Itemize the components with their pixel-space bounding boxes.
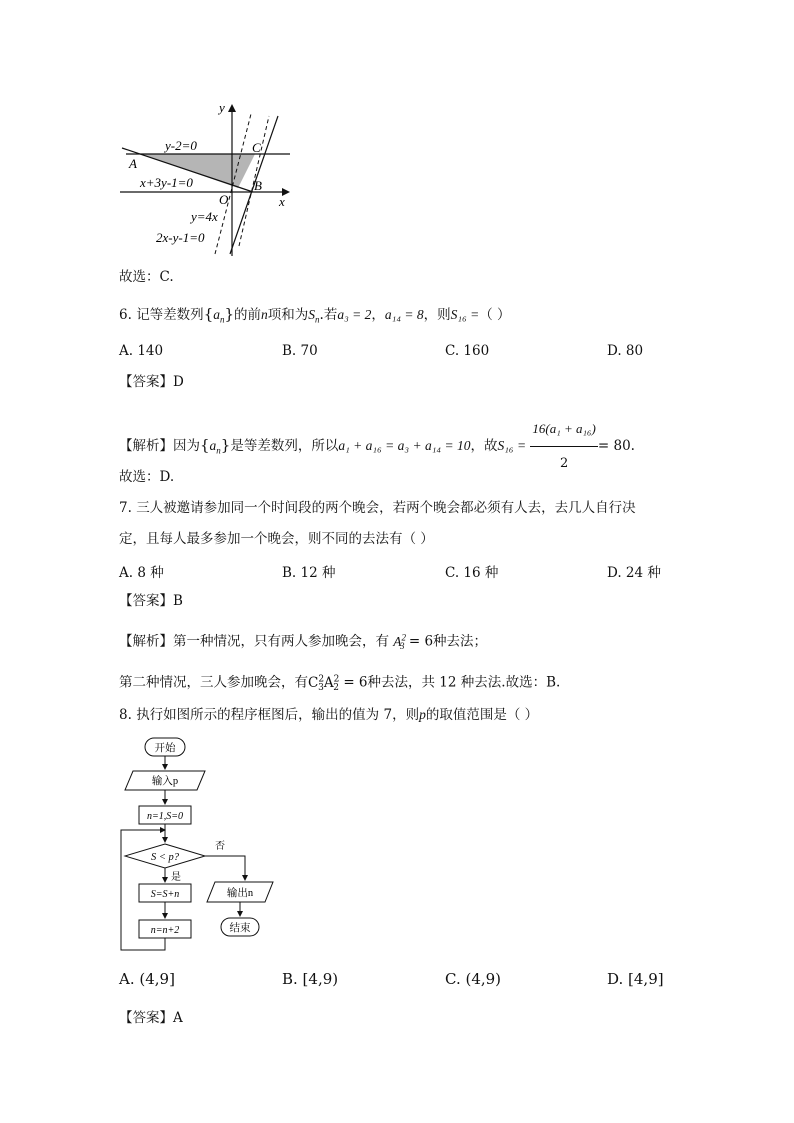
q6-analysis [119,412,635,481]
line-label-y2: y-2=0 [165,138,197,153]
q6-var-n: n [261,307,268,322]
q6-answer-value: D [173,374,184,390]
dashed-line-y4x [215,114,251,254]
fraction-denominator: 2 [559,456,569,471]
region-graph [118,96,298,261]
q7-analysis1-b: = 6种去法； [408,633,488,650]
flow-update-n-text: n=n+2 [150,925,180,936]
arrangement-a32: $A^2_3$ [393,632,407,652]
q8-var-p: p [419,707,426,722]
q7-line1 [119,499,636,517]
flow-input-text: 输入p [151,776,179,787]
q7-answer [119,592,183,610]
q7-analysis-1 [119,628,487,655]
flowchart [115,732,285,957]
origin-label: O [219,192,229,207]
q7-option-a: A. 8 种 [119,565,164,581]
q7-analysis2-b: = 6种去法，共 12 种去法.故选：B. [343,674,561,691]
q8-answer [119,1009,183,1027]
seq-brace-open: { [203,305,214,323]
q6-stem [119,305,511,329]
flow-yes-label: 是 [171,872,181,883]
q6-analysis-b: 是等差数列，所以 [230,438,339,454]
analysis-seq-a-n: $a_n$ [209,438,221,456]
x-axis-label: x [279,194,285,209]
q8-answer-label: 【答案】 [119,1010,173,1026]
flow-init-text: n=1,S=0 [147,811,183,822]
q7-analysis-2 [119,670,560,697]
q6-analysis-label: 【解析】 [119,438,173,454]
flow-output-text: 输出n [226,888,254,899]
fraction-numerator: 16(a₁ + a₁₆) [530,412,598,447]
q8-text-a: 执行如图所示的程序框图后，输出的值为 7，则 [136,707,420,723]
arrangement-a22: $A^2_2$ [323,674,340,694]
q7-line2: 定，且每人最多参加一个晚会，则不同的去法有（ ） [119,531,434,547]
line-label-y4x: y=4x [191,209,218,224]
flow-update-s-text: S=S+n [150,889,180,900]
q6-text-g: （ ） [479,307,511,323]
q7-analysis2-a: 第二种情况，三人参加晚会，有 [119,674,308,691]
q8-text-b: 的取值范围是（ ） [425,707,539,723]
q8-number: 8. [119,707,132,723]
q6-option-a: A. 140 [119,343,164,359]
analysis-brace-close: } [220,436,231,454]
y-axis-arrow [228,104,236,112]
q7-analysis-label: 【解析】 [119,633,173,650]
q6-analysis-a: 因为 [173,438,200,454]
q6-answer [119,373,184,391]
q6-analysis-eq: a₁ + a₁₆ = a₃ + a₁₄ = 10 [338,438,471,453]
flow-start-text: 开始 [154,743,176,754]
point-c-label: C [252,140,261,155]
y-axis-label: y [219,100,225,115]
q8-answer-value: A [173,1010,183,1026]
analysis-brace-open: { [200,436,210,454]
flow-decision-text: S < p? [150,852,180,863]
line-label-2xy1: 2x-y-1=0 [156,230,205,245]
q6-text-a: 记等差数列 [136,307,204,323]
q6-fraction [530,412,598,481]
q6-option-c: C. 160 [445,343,490,359]
point-a-label: A [129,156,137,171]
q5-conclusion: 故选：C. [119,269,174,285]
q6-cond2: a₁₄ = 8 [384,307,424,322]
q6-answer-label: 【答案】 [119,374,173,390]
q6-target: S₁₆ = [450,307,480,322]
q8-option-c: C. (4,9) [445,970,502,988]
q8-option-b: B. [4,9) [282,970,339,988]
q7-option-d: D. 24 种 [607,565,661,581]
q6-sum-sn: $S_n$ [308,307,320,325]
q6-text-f: ，则 [423,307,451,323]
q7-number: 7. [119,500,132,516]
q6-conclusion: 故选：D. [119,469,175,485]
flow-no-label: 否 [215,841,225,852]
seq-brace-close: } [224,305,235,323]
flow-end-text: 结束 [229,923,251,934]
q6-text-b: 的前 [234,307,262,323]
point-b-label: B [254,178,262,193]
q7-option-c: C. 16 种 [445,565,499,581]
q8-option-a: A. (4,9] [119,970,175,988]
q6-cond1: a₃ = 2 [337,307,372,322]
q7-option-b: B. 12 种 [282,565,336,581]
q6-text-e: ， [371,307,385,323]
line-label-x3y1: x+3y-1=0 [140,175,193,190]
q7-answer-value: B [173,593,183,609]
q6-text-d: .若 [319,307,338,323]
combination-c32: $C^2_3$ [308,674,325,694]
q8-stem [119,706,538,724]
flow-no-line [205,856,245,880]
q6-analysis-s16: S₁₆ = [497,438,527,453]
q6-option-b: B. 70 [282,343,318,359]
q7-analysis1-a: 第一种情况，只有两人参加晚会，有 [173,633,389,650]
q6-text-c: 项和为 [267,307,309,323]
q7-line1-text: 三人被邀请参加同一个时间段的两个晚会，若两个晚会都必须有人去，去几人自行决 [136,500,636,516]
q6-analysis-result: = 80. [597,438,635,454]
q8-option-d: D. [4,9] [607,970,664,988]
q6-analysis-c: ，故 [470,438,498,454]
q6-option-d: D. 80 [607,343,644,359]
q6-number: 6. [119,307,132,323]
seq-a-n: $a_n$ [213,307,225,325]
q7-answer-label: 【答案】 [119,593,173,609]
